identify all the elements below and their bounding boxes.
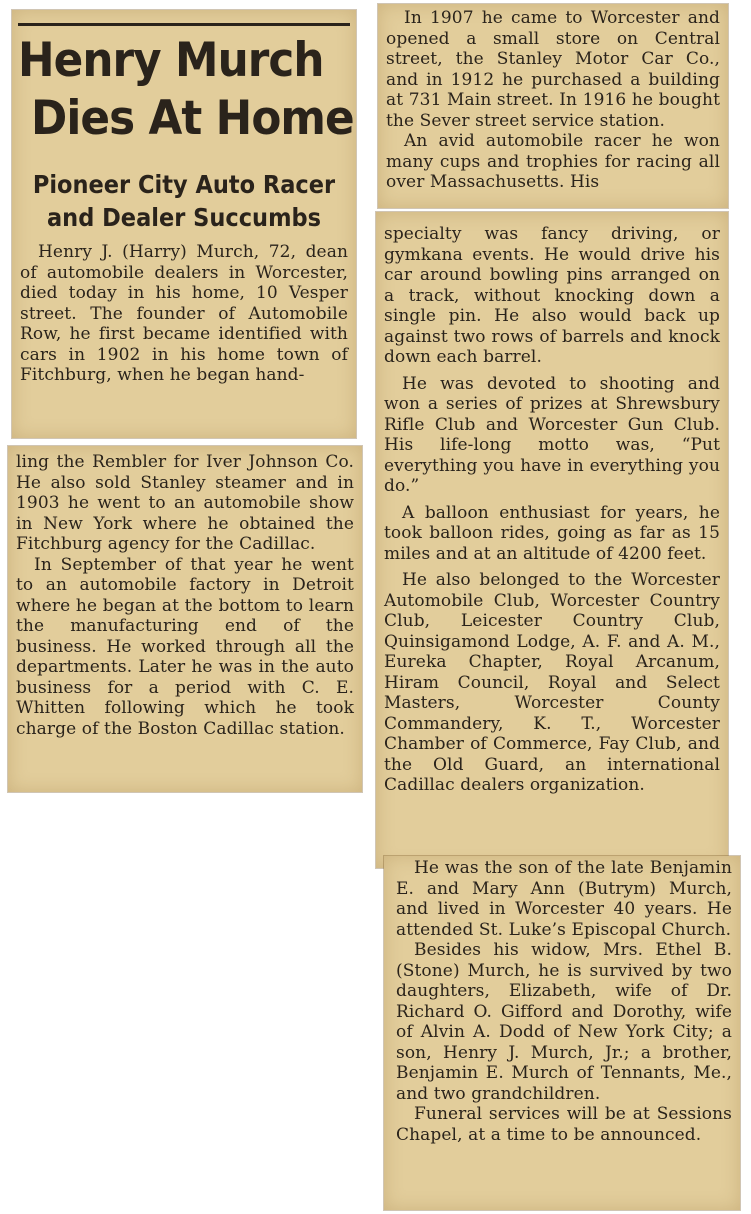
clip4-paragraph-4: He also belonged to the Worcester Automobile Club, Worcester Country Club, Leicester Country Club, Quinsigamond Lodge, A. F. and A. M., Eureka Chapter, Royal Arcanum, Hiram Council, Royal and Select Masters, Worcester County Commandery, K. T., Worcester Chamber of Commerce, Fay Club, and the Old Guard, an international Cadillac dealers organization. xyxy=(384,570,720,795)
clipping-column-2-middle xyxy=(376,212,728,868)
clip4-paragraph-2: He was devoted to shooting and won a series of prizes at Shrewsbury Rifle Club and Worcester Gun Club. His life-long motto was, “Put everything you have in everything you do.” xyxy=(384,373,720,496)
headline-divider xyxy=(22,156,346,158)
clip3-paragraph-2: An avid automobile racer he won many cups and trophies for racing all over Massachusetts. His xyxy=(386,131,720,192)
clipping-column-2-top xyxy=(378,4,728,208)
clip5-paragraph-3: Funeral services will be at Sessions Chapel, at a time to be announced. xyxy=(396,1104,732,1145)
headline-line-1: Henry Murch xyxy=(18,33,324,88)
clipping-column-1-continued xyxy=(8,446,362,792)
clip2-paragraph-1: ling the Rembler for Iver Johnson Co. He also sold Stanley steamer and in 1903 he went to an automobile show in New York where he obtained the Fitchburg agency for the Cadillac. xyxy=(16,452,354,554)
headline-line-2: Dies At Home xyxy=(31,91,354,146)
subheadline-line-1: Pioneer City Auto Racer xyxy=(32,170,336,199)
clip3-paragraph-1: In 1907 he came to Worcester and opened a small store on Central street, the Stanley Motor Car Co., and in 1912 he purchased a building at 731 Main street. In 1916 he bought the Sever street service station. xyxy=(386,8,720,131)
clip4-paragraph-3: A balloon enthusiast for years, he took balloon rides, going as far as 15 miles and at an altitude of 4200 feet. xyxy=(384,502,720,564)
clip2-paragraph-2: In September of that year he went to an automobile factory in Detroit where he began at the bottom to learn the manufacturing end of the business. He worked through all the departments. Later he was in the auto business for a period with C. E. Whitten following which he took charge of the Boston Cadillac station. xyxy=(16,554,354,739)
clip5-paragraph-1: He was the son of the late Benjamin E. and Mary Ann (Butrym) Murch, and lived in Worcester 40 years. He attended St. Luke’s Episcopal Church. xyxy=(396,858,732,940)
clipping-column-2-bottom xyxy=(384,856,740,1210)
clipping-headline xyxy=(12,10,356,438)
subheadline-line-2: and Dealer Succumbs xyxy=(46,203,322,232)
clip5-paragraph-2: Besides his widow, Mrs. Ethel B. (Stone) Murch, he is survived by two daughters, Elizabeth, wife of Dr. Richard O. Gifford and Dorothy, wife of Alvin A. Dodd of New York City; a son, Henry J. Murch, Jr.; a brother, Benjamin E. Murch of Tennants, Me., and two grandchildren. xyxy=(396,940,732,1104)
top-rule xyxy=(18,23,350,26)
clip4-paragraph-1: specialty was fancy driving, or gymkana events. He would drive his car around bowling pins arranged on a track, without knocking down a single pin. He also would back up against two rows of barrels and knock down each barrel. xyxy=(384,224,720,367)
lead-paragraph: Henry J. (Harry) Murch, 72, dean of automobile dealers in Worcester, died today in his home, 10 Vesper street. The founder of Automobile Row, he first became identified with cars in 1902 in his home town of Fitchburg, when he began hand- xyxy=(20,242,348,385)
